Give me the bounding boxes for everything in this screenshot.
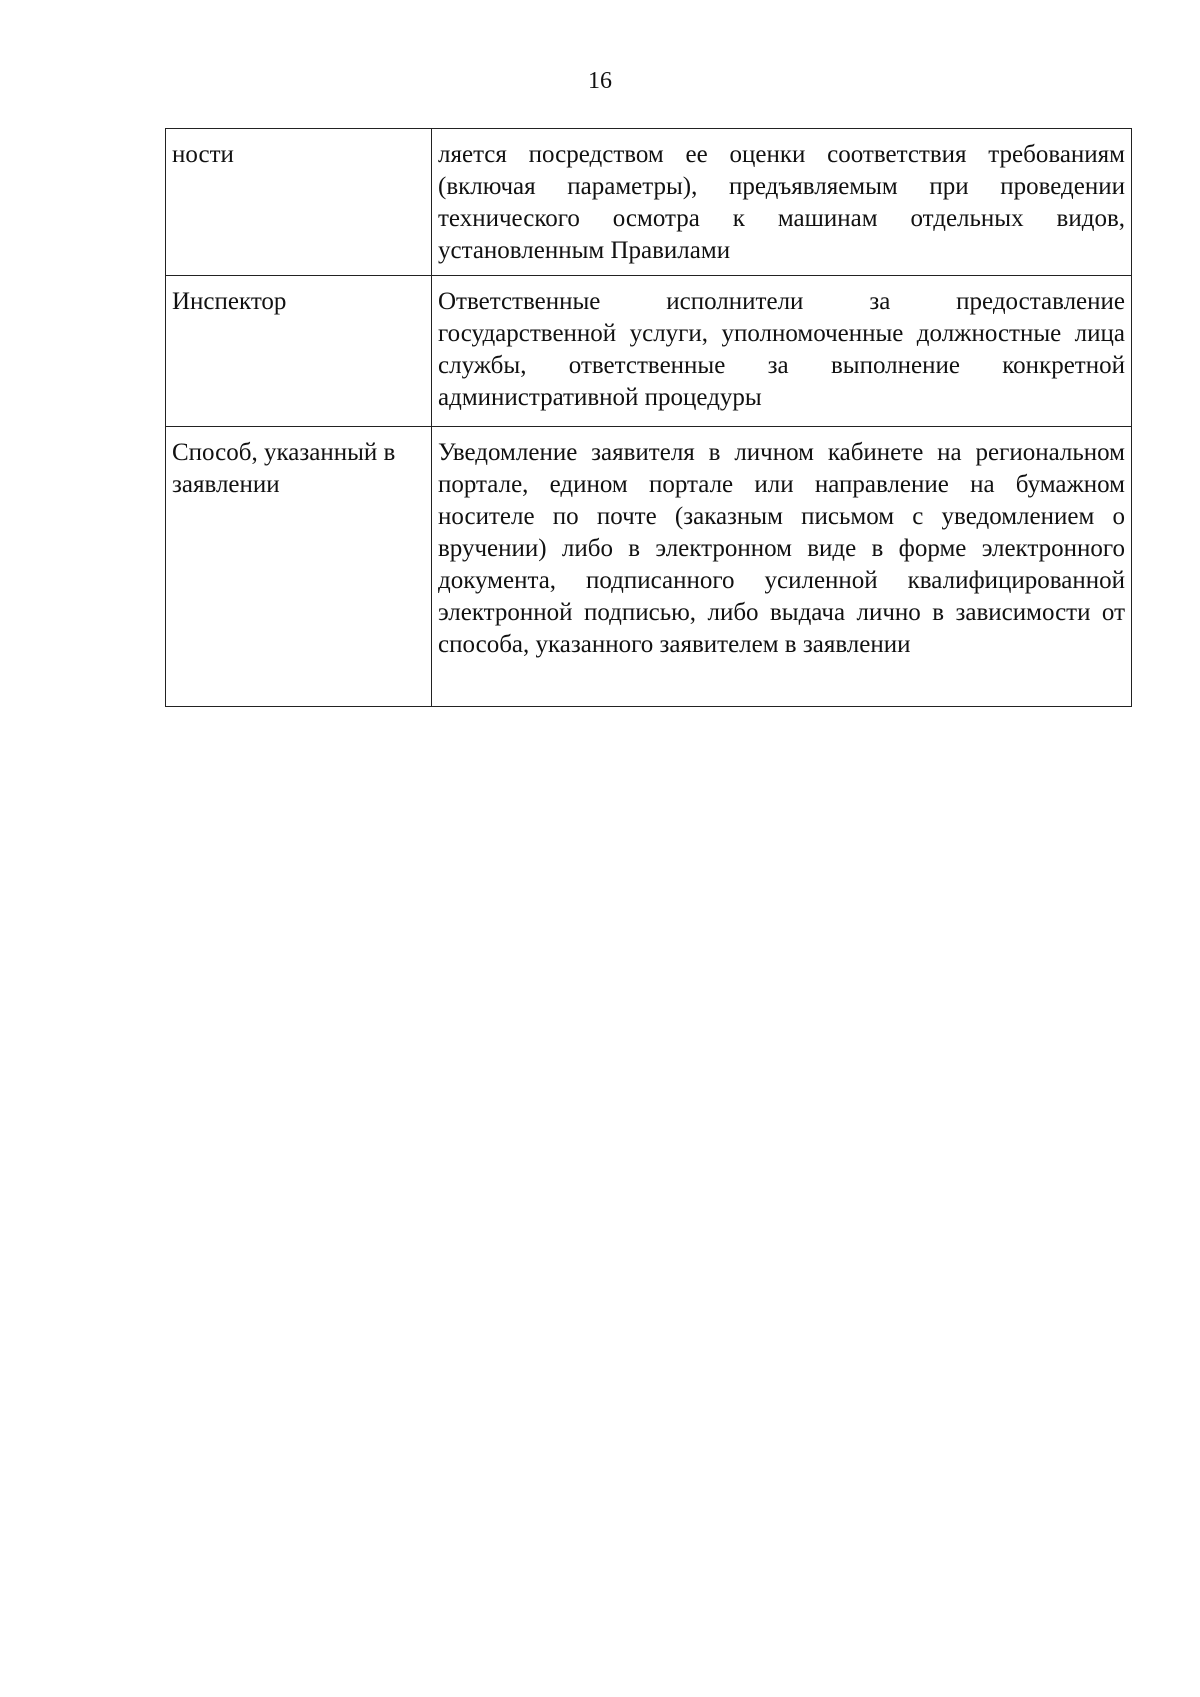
table-row xyxy=(166,129,1132,276)
term-cell: Инспектор xyxy=(166,276,432,427)
table-row xyxy=(166,276,1132,427)
table-row xyxy=(166,427,1132,707)
definitions-table xyxy=(165,128,1132,707)
term-cell: Способ, указанный в заявлении xyxy=(166,427,432,707)
page-number: 16 xyxy=(588,68,612,94)
term-cell: ности xyxy=(166,129,432,276)
definition-cell: Уведомление заявителя в личном кабинете на региональном портале, едином портале или направление на бумажном носителе по почте (заказным письмом с уведомлением о вручении) либо в электронном виде в форме электронного документа, подписанного усиленной квалифицированной электронной подписью, либо выдача лично в зависимости от способа, указанного заявителем в заявлении xyxy=(432,427,1132,707)
definition-cell: ляется посредством ее оценки соответствия требованиям (включая параметры), предъявляемым при проведении технического осмотра к машинам отдельных видов, установленным Правилами xyxy=(432,129,1132,276)
definition-cell: Ответственные исполнители за предоставление государственной услуги, уполномоченные должностные лица службы, ответственные за выполнение конкретной административной процедуры xyxy=(432,276,1132,427)
